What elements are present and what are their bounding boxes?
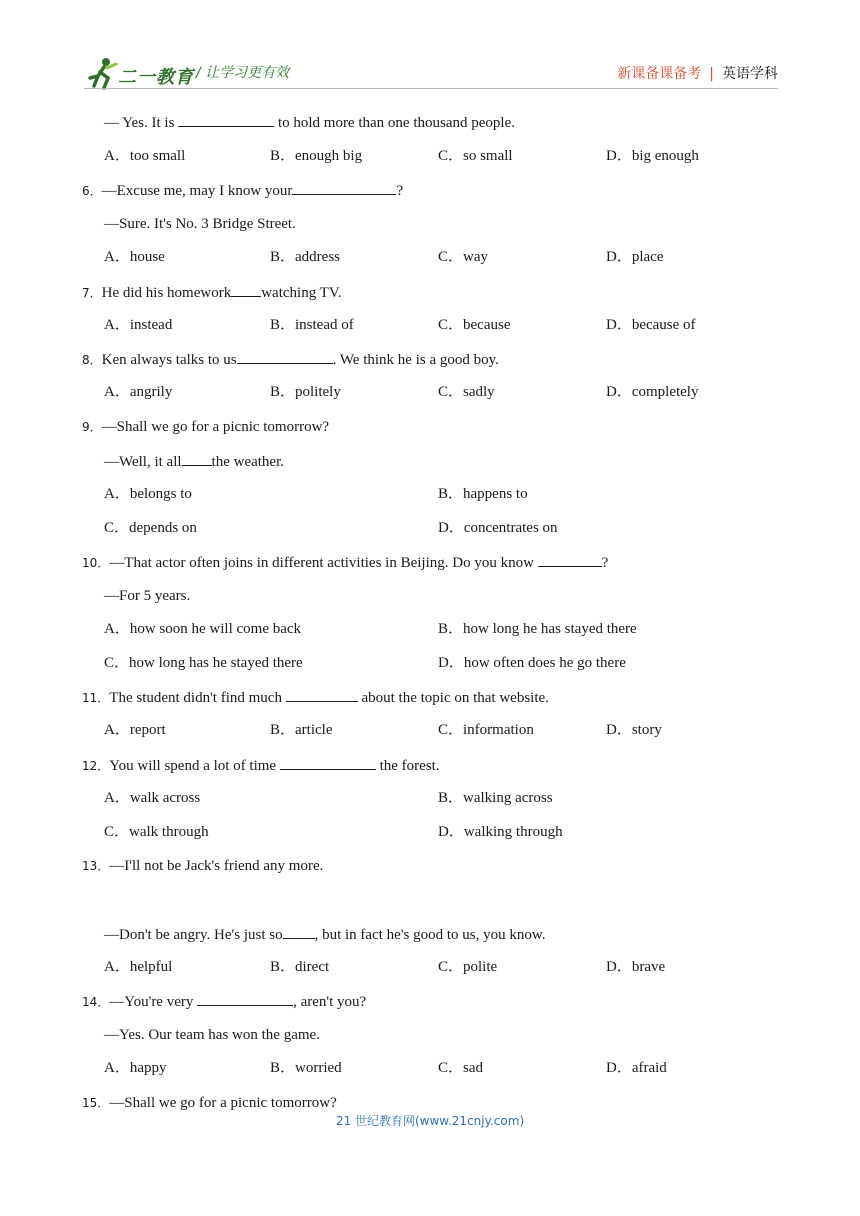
stem-text: —Shall we go for a picnic tomorrow? xyxy=(101,419,330,435)
question-number: 6． xyxy=(82,184,102,198)
dialogue-line xyxy=(104,215,296,233)
question-stem xyxy=(82,181,403,200)
stem-text: — Yes. It is xyxy=(104,115,179,131)
header-separator: | xyxy=(709,66,714,82)
option-q6-a: A．house xyxy=(104,249,165,265)
question-number: 15． xyxy=(82,1096,110,1110)
header-course-label: 新课备课备考 xyxy=(617,66,702,82)
answer-blank xyxy=(538,553,602,567)
stem-text: —That actor often joins in different activities in Beijing. Do you know xyxy=(109,555,538,571)
option-q9-b: B．happens to xyxy=(438,486,528,502)
option-q5-b: B．enough big xyxy=(270,148,363,164)
dialogue-line xyxy=(104,113,515,132)
option-q10-b: B．how long he has stayed there xyxy=(438,621,637,637)
stem-text: about the topic on that website. xyxy=(357,690,549,706)
runner-logo-icon xyxy=(84,56,120,90)
option-q9-c: C．depends on xyxy=(104,520,197,536)
header-subject xyxy=(617,63,778,83)
stem-text: —Yes. Our team has won the game. xyxy=(104,1027,320,1043)
question-stem xyxy=(82,350,499,369)
option-q13-b: B．direct xyxy=(270,959,330,975)
stem-text: —You're very xyxy=(109,994,198,1010)
question-stem xyxy=(82,418,329,436)
option-q9-d: D．concentrates on xyxy=(438,520,558,536)
question-number: 13． xyxy=(82,859,110,873)
option-q7-d: D．because of xyxy=(606,317,696,333)
option-q6-c: C．way xyxy=(438,249,488,265)
stem-text: watching TV. xyxy=(261,285,342,301)
dialogue-line xyxy=(104,925,545,944)
stem-text: —Don't be angry. He's just so xyxy=(104,927,283,943)
question-number: 8． xyxy=(82,353,102,367)
stem-text: . We think he is a good boy. xyxy=(332,352,499,368)
stem-text: the forest. xyxy=(375,758,440,774)
answer-blank xyxy=(197,992,293,1006)
option-q11-b: B．article xyxy=(270,722,333,738)
stem-text: —Sure. It's No. 3 Bridge Street. xyxy=(104,216,296,232)
question-stem xyxy=(82,553,608,572)
option-q7-a: A．instead xyxy=(104,317,173,333)
option-q11-a: A．report xyxy=(104,722,166,738)
dialogue-line xyxy=(104,1026,320,1044)
stem-text: He did his homework xyxy=(101,285,232,301)
option-q8-a: A．angrily xyxy=(104,384,173,400)
option-q11-c: C．information xyxy=(438,722,534,738)
option-q8-c: C．sadly xyxy=(438,384,495,400)
option-q13-a: A．helpful xyxy=(104,959,173,975)
answer-blank xyxy=(237,350,333,364)
option-q5-c: C．so small xyxy=(438,148,513,164)
question-stem xyxy=(82,992,366,1011)
answer-blank xyxy=(286,688,358,702)
option-q14-b: B．worried xyxy=(270,1060,342,1076)
stem-text: Ken always talks to us xyxy=(101,352,237,368)
question-stem xyxy=(82,857,323,875)
stem-text: , but in fact he's good to us, you know. xyxy=(314,927,546,943)
stem-text: —Shall we go for a picnic tomorrow? xyxy=(109,1095,337,1111)
question-number: 7． xyxy=(82,286,102,300)
stem-text: —For 5 years. xyxy=(104,588,191,604)
answer-blank xyxy=(231,283,261,297)
question-stem xyxy=(82,1094,337,1112)
option-q12-a: A．walk across xyxy=(104,790,201,806)
option-q12-b: B．walking across xyxy=(438,790,553,806)
question-number: 14． xyxy=(82,995,110,1009)
stem-text: —Excuse me, may I know your xyxy=(101,183,293,199)
option-q6-d: D．place xyxy=(606,249,664,265)
answer-blank xyxy=(280,756,376,770)
option-q10-d: D．how often does he go there xyxy=(438,655,626,671)
stem-text: ? xyxy=(396,183,404,199)
page-footer: 21 世纪教育网(www.21cnjy.com) xyxy=(335,1114,525,1128)
stem-text: ? xyxy=(601,555,609,571)
dialogue-line xyxy=(104,587,190,605)
option-q12-c: C．walk through xyxy=(104,824,209,840)
option-q7-c: C．because xyxy=(438,317,511,333)
stem-text: to hold more than one thousand people. xyxy=(274,115,515,131)
option-q9-a: A．belongs to xyxy=(104,486,192,502)
question-stem xyxy=(82,688,549,707)
option-q13-c: C．polite xyxy=(438,959,498,975)
option-q6-b: B．address xyxy=(270,249,340,265)
option-q14-d: D．afraid xyxy=(606,1060,667,1076)
option-q7-b: B．instead of xyxy=(270,317,354,333)
option-q8-b: B．politely xyxy=(270,384,341,400)
header-slogan: / 让学习更有效 xyxy=(196,65,290,81)
answer-blank xyxy=(292,181,396,195)
option-q5-d: D．big enough xyxy=(606,148,699,164)
question-number: 12． xyxy=(82,759,110,773)
question-number: 11． xyxy=(82,691,110,705)
dialogue-line xyxy=(104,452,284,471)
header-subject-label: 英语学科 xyxy=(722,66,778,82)
answer-blank xyxy=(182,452,212,466)
page-header xyxy=(0,0,860,100)
option-q5-a: A．too small xyxy=(104,148,186,164)
question-stem xyxy=(82,283,342,302)
stem-text: , aren't you? xyxy=(293,994,367,1010)
option-q12-d: D．walking through xyxy=(438,824,563,840)
stem-text: You will spend a lot of time xyxy=(109,758,280,774)
stem-text: the weather. xyxy=(211,454,284,470)
header-divider xyxy=(84,88,778,89)
option-q14-c: C．sad xyxy=(438,1060,484,1076)
stem-text: The student didn't find much xyxy=(109,690,286,706)
question-stem xyxy=(82,756,440,775)
option-q10-a: A．how soon he will come back xyxy=(104,621,302,637)
option-q13-d: D．brave xyxy=(606,959,666,975)
logo-text: 二一教育 xyxy=(118,67,194,88)
question-number: 9． xyxy=(82,420,102,434)
question-number: 10． xyxy=(82,556,110,570)
stem-text: —I'll not be Jack's friend any more. xyxy=(109,858,324,874)
option-q10-c: C．how long has he stayed there xyxy=(104,655,303,671)
option-q8-d: D．completely xyxy=(606,384,699,400)
answer-blank xyxy=(283,925,315,939)
option-q11-d: D．story xyxy=(606,722,662,738)
option-q14-a: A．happy xyxy=(104,1060,167,1076)
answer-blank xyxy=(178,113,274,127)
stem-text: —Well, it all xyxy=(104,454,182,470)
